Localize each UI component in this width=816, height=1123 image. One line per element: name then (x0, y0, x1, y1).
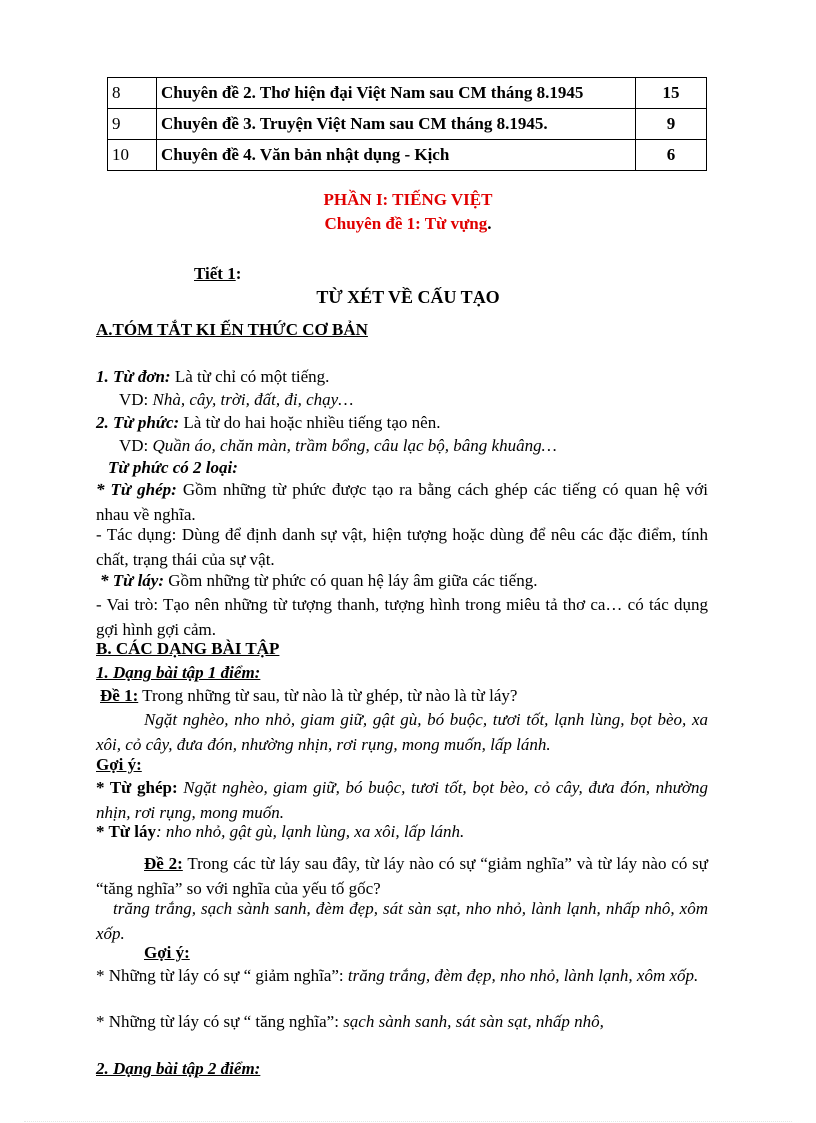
phuc-types: Từ phức có 2 loại: (108, 458, 238, 477)
goiy2-giam-text: * Những từ láy có sự “ giảm nghĩa”: (96, 966, 348, 985)
lesson-heading: TỪ XÉT VỀ CẤU TẠO (316, 287, 500, 307)
goiy2-tang (96, 1010, 604, 1034)
goiy1-label: Gợi ý: (96, 755, 142, 774)
de2-words: trăng trắng, sạch sành sanh, đèm đẹp, sát sàn sạt, nho nhỏ, lành lạnh, nhấp nhô, xôm xốp. (96, 899, 708, 943)
row-title: Chuyên đề 3. Truyện Việt Nam sau CM tháng 8.1945. (157, 109, 636, 140)
row-number: 10 (108, 140, 157, 171)
row-periods: 15 (636, 78, 707, 109)
lay-text: Gồm những từ phức có quan hệ láy âm giữa các tiếng. (164, 571, 538, 590)
lesson-colon: : (235, 264, 242, 283)
goiy2-giam-words: trăng trắng, đèm đẹp, nho nhỏ, lành lạnh, xôm xốp. (347, 966, 699, 985)
table-row (108, 109, 707, 140)
goiy2-tang-text: * Những từ láy có sự “ tăng nghĩa”: (96, 1012, 344, 1031)
ghep-label: * Từ ghép: (96, 480, 177, 499)
don-example (119, 388, 353, 412)
section-b-heading: B. CÁC DẠNG BÀI TẬP (96, 639, 280, 658)
phuc-example-label: VD: (119, 436, 153, 455)
de2-label: Đề 2: (144, 854, 183, 873)
goiy2-label: Gợi ý: (144, 943, 190, 962)
ghep-definition (96, 477, 708, 527)
don-example-text: Nhà, cây, trời, đất, đi, chạy… (152, 390, 354, 409)
goiy1-lay (96, 820, 464, 844)
row-title: Chuyên đề 4. Văn bản nhật dụng - Kịch (157, 140, 636, 171)
goiy1-lay-label: * Từ láy (96, 822, 156, 841)
row-periods: 9 (636, 109, 707, 140)
lesson-label: Tiết 1 (194, 264, 236, 283)
goiy1-ghep-label: * Từ ghép: (96, 778, 178, 797)
topic-title: Chuyên đề 1: Từ vựng (324, 214, 488, 233)
topic-title-line (0, 212, 816, 236)
row-periods: 6 (636, 140, 707, 171)
don-label: 1. Từ đơn: (96, 367, 171, 386)
phuc-text: Là từ do hai hoặc nhiều tiếng tạo nên. (179, 413, 441, 432)
de1-question: Trong những từ sau, từ nào là từ ghép, từ nào là từ láy? (138, 686, 518, 705)
don-definition (96, 365, 329, 389)
ghep-effect: - Tác dụng: Dùng để định danh sự vật, hiện tượng hoặc dùng để nêu các đặc điểm, tính chất, trạng thái của sự vật. (96, 525, 708, 569)
goiy1-ghep-text: Ngặt nghèo, giam giữ, bó buộc, tươi tốt, bọt bèo, cỏ cây, đưa đón, nhường nhịn, rơi rụng, mong muốn. (96, 778, 708, 822)
phuc-label: 2. Từ phức: (96, 413, 180, 432)
exercise-type-1: 1. Dạng bài tập 1 điểm: (96, 663, 261, 682)
table-row (108, 140, 707, 171)
goiy2-giam (96, 963, 708, 988)
lesson-label-line (194, 262, 241, 286)
ghep-text: Gồm những từ phức được tạo ra bằng cách ghép các tiếng có quan hệ với nhau về nghĩa. (96, 480, 709, 524)
section-a-heading: A.TÓM TẮT KI ẾN THỨC CƠ BẢN (96, 320, 368, 339)
de1-line (100, 684, 517, 708)
row-number: 9 (108, 109, 157, 140)
goiy2-tang-words: sạch sành sanh, sát sàn sạt, nhấp nhô, (343, 1012, 604, 1031)
phuc-definition (96, 411, 440, 435)
row-number: 8 (108, 78, 157, 109)
de1-words: Ngặt nghèo, nho nhỏ, giam giữ, gật gù, bó buộc, tươi tốt, lạnh lùng, bọt bèo, xa xôi, cỏ cây, đưa đón, nhường nhịn, rơi rụng, mong muốn, lấp lánh. (96, 710, 708, 754)
page-bottom-rule (24, 1121, 792, 1122)
don-text: Là từ chỉ có một tiếng. (170, 367, 330, 386)
don-example-label: VD: (119, 390, 153, 409)
table-row (108, 78, 707, 109)
de1-label: Đề 1: (100, 686, 139, 705)
goiy1-ghep (96, 775, 708, 825)
exercise-type-2: 2. Dạng bài tập 2 điểm: (96, 1059, 261, 1078)
lay-role: - Vai trò: Tạo nên những từ tượng thanh, tượng hình trong miêu tả thơ ca… có tác dụng gợi hình gợi cảm. (96, 595, 708, 639)
goiy1-lay-text: : nho nhỏ, gật gù, lạnh lùng, xa xôi, lấp lánh. (155, 822, 465, 841)
row-title: Chuyên đề 2. Thơ hiện đại Việt Nam sau CM tháng 8.1945 (157, 78, 636, 109)
curriculum-table (107, 77, 707, 171)
topic-title-period: . (487, 214, 492, 233)
lay-definition (100, 569, 537, 593)
phuc-example (119, 434, 557, 458)
de2-question (96, 851, 708, 901)
phuc-example-text: Quần áo, chăn màn, trầm bổng, câu lạc bộ, bâng khuâng… (152, 436, 557, 455)
de2-question-text: Trong các từ láy sau đây, từ láy nào có sự “giảm nghĩa” và từ láy nào có sự “tăng nghĩa” so với nghĩa của yếu tố gốc? (96, 854, 709, 898)
lay-label: * Từ láy: (100, 571, 164, 590)
part-title: PHẦN I: TIẾNG VIỆT (323, 190, 493, 209)
